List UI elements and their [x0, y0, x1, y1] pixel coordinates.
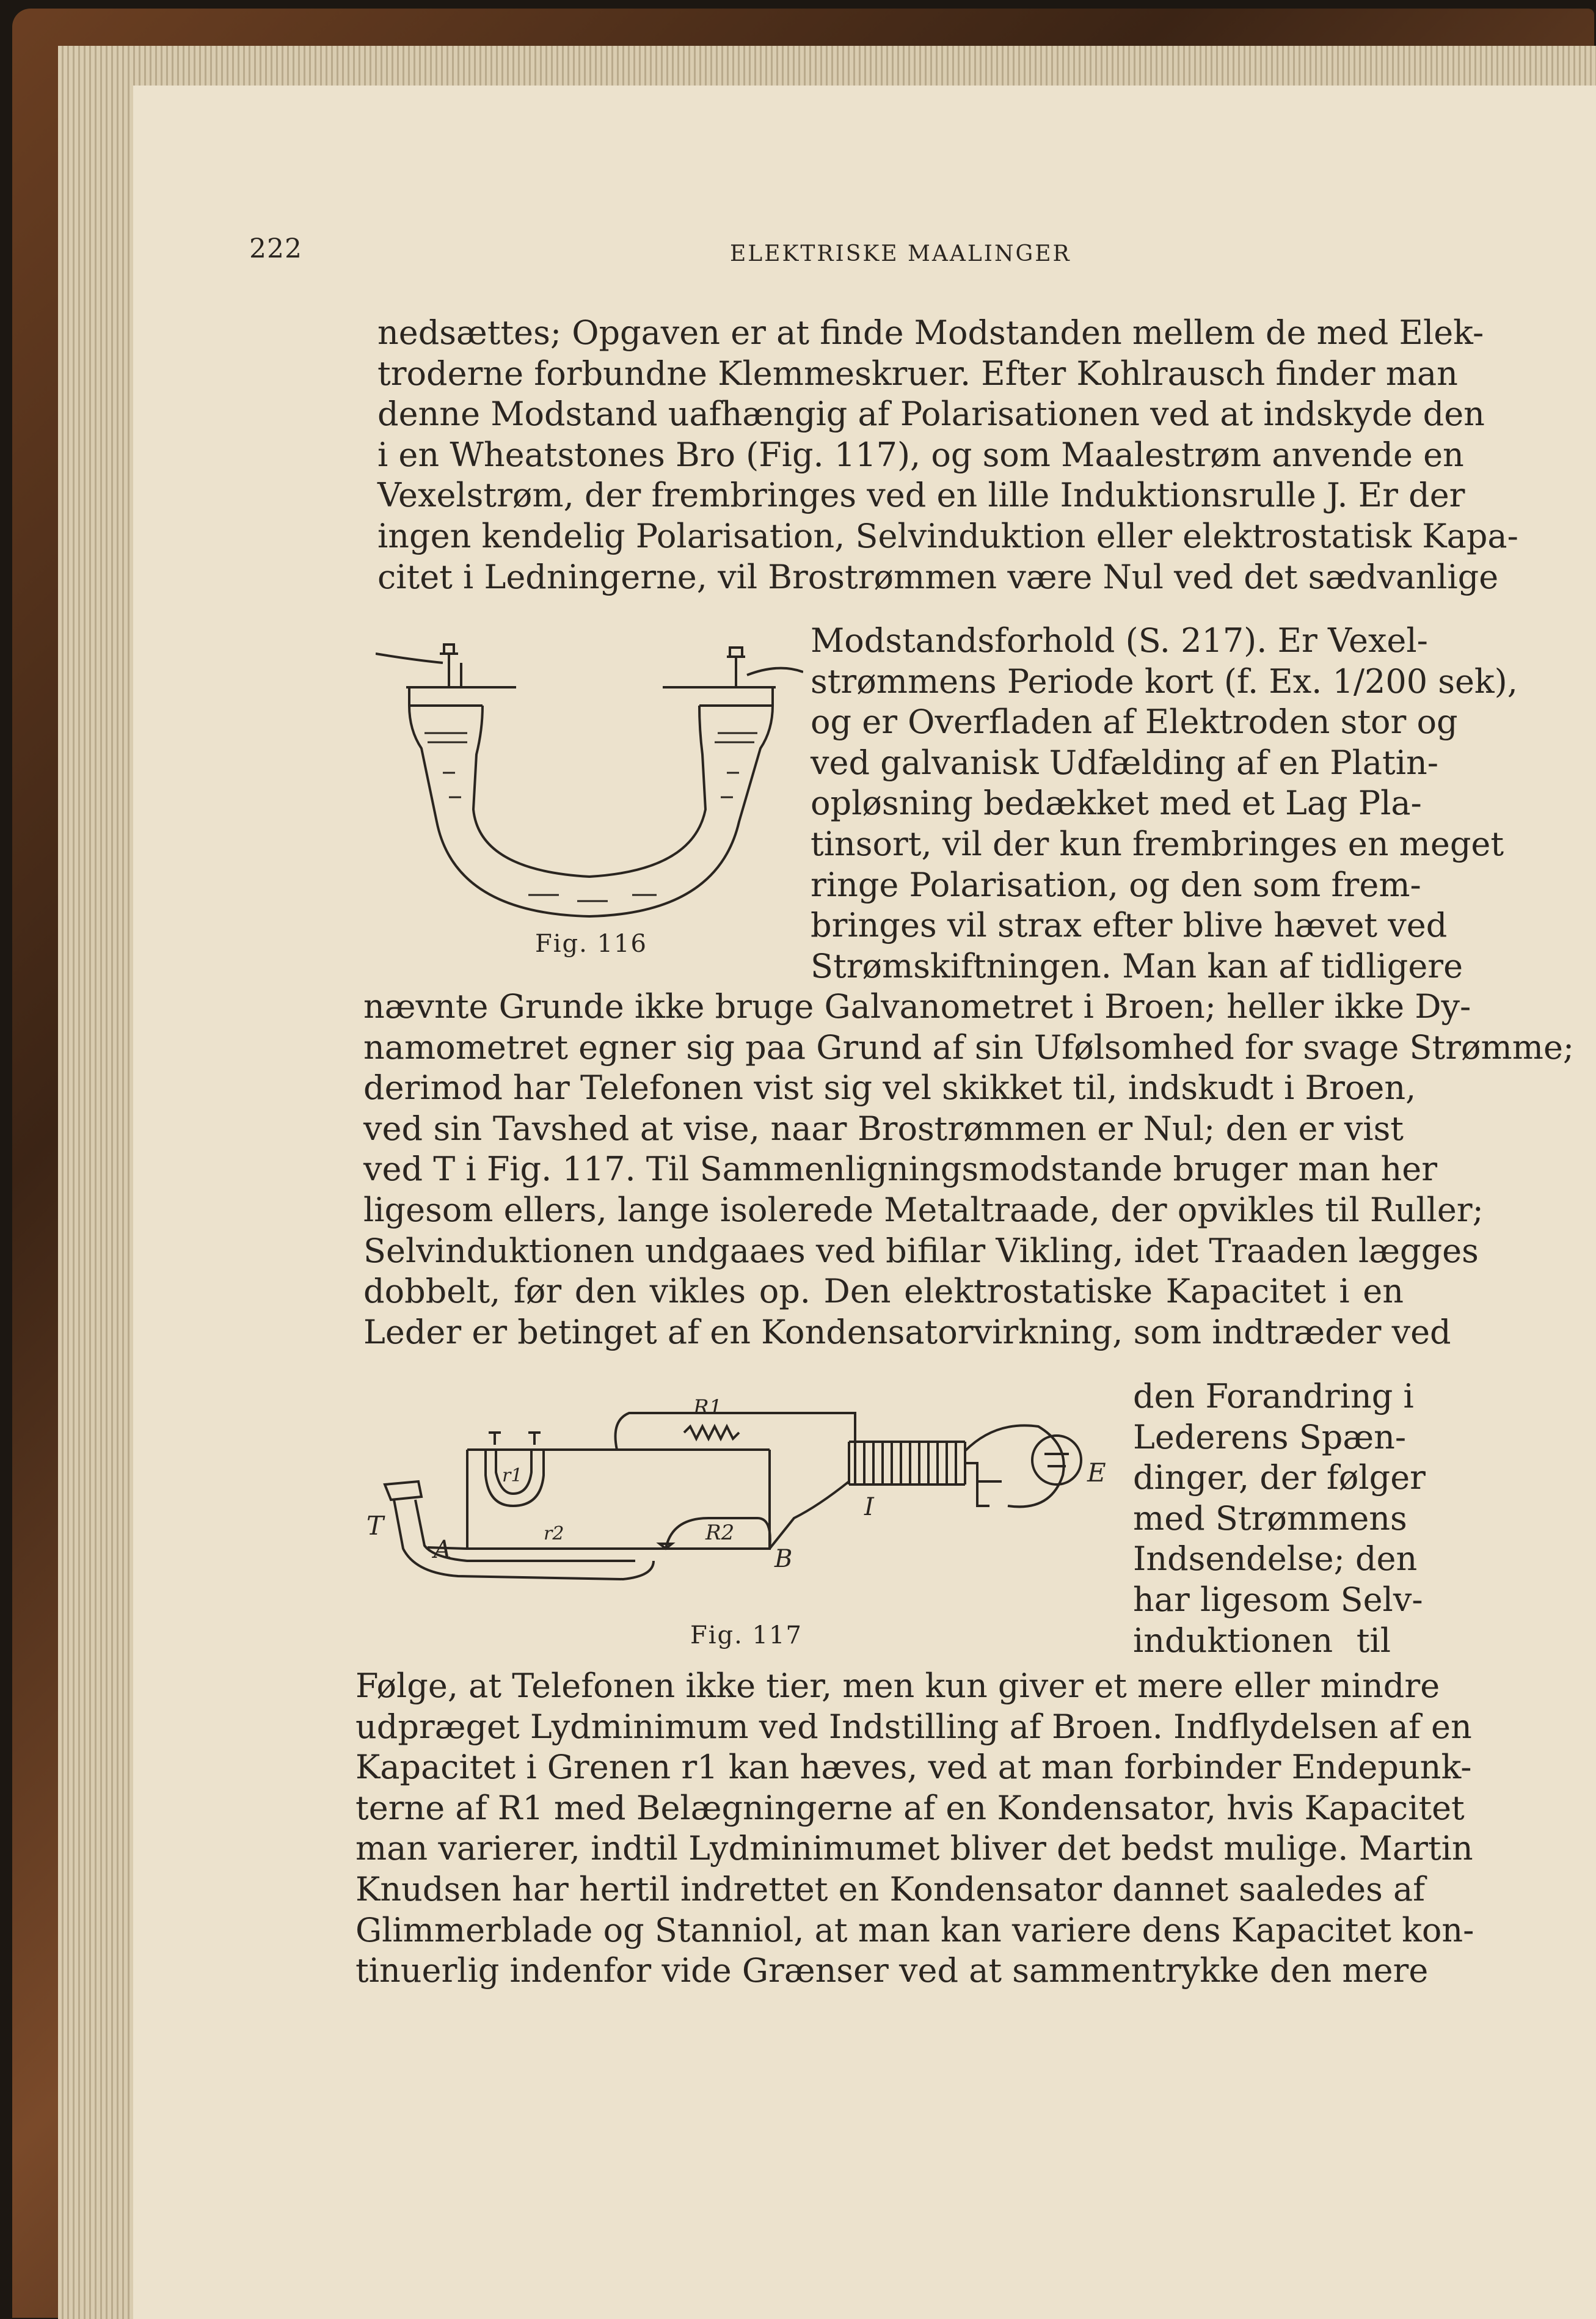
text-line: bringes vil strax efter blive hævet ved: [811, 906, 1448, 945]
text-line: strømmens Periode kort (f. Ex. 1/200 sek),: [811, 662, 1518, 701]
text-line: induktionen til: [1133, 1621, 1391, 1660]
text-line: Glimmerblade og Stanniol, at man kan variere dens Kapacitet kon-: [355, 1910, 1474, 1949]
label-r2: r2: [544, 1523, 564, 1544]
text-line: Vexelstrøm, der frembringes ved en lille Induktionsrulle J. Er der: [377, 476, 1465, 515]
text-line: ingen kendelig Polarisation, Selvinduktion eller elektrostatisk Kapa-: [377, 516, 1518, 555]
text-line: ved galvanisk Udfælding af en Platin-: [811, 743, 1439, 782]
text-line: terne af R1 med Belægningerne af en Kondensator, hvis Kapacitet: [355, 1788, 1465, 1827]
text-line: ved T i Fig. 117. Til Sammenligningsmodstande bruger man her: [363, 1150, 1438, 1189]
text-line: Strømskiftningen. Man kan af tidligere: [811, 946, 1463, 985]
text-line: dinger, der følger: [1133, 1458, 1426, 1497]
text-line: den Forandring i: [1133, 1377, 1414, 1415]
text-line: Indsendelse; den: [1133, 1539, 1418, 1579]
text-block-top: [377, 313, 1518, 597]
text-line: Følge, at Telefonen ikke tier, men kun giver et mere eller mindre: [355, 1667, 1440, 1705]
text-line: og er Overfladen af Elektroden stor og: [811, 703, 1458, 742]
label-R2: R2: [705, 1521, 735, 1545]
label-A: A: [434, 1536, 451, 1564]
text-line: med Strømmens: [1133, 1499, 1407, 1538]
text-block-middle: [363, 987, 1575, 1353]
page-number: 222: [249, 233, 302, 265]
text-line: Kapacitet i Grenen r1 kan hæves, ved at man forbinder Endepunk-: [355, 1748, 1472, 1787]
text-line: ringe Polarisation, og den som frem-: [811, 865, 1421, 904]
figure-116-u-tube: [376, 626, 803, 926]
figure-117-bridge-circuit: [366, 1384, 1130, 1628]
label-B: B: [774, 1545, 793, 1573]
text-line: ligesom ellers, lange isolerede Metaltraade, der opvikles til Ruller;: [363, 1190, 1484, 1229]
text-line: har ligesom Selv-: [1133, 1580, 1423, 1619]
text-block-beside-fig116: [811, 621, 1518, 987]
figure-117-caption: Fig. 117: [690, 1621, 803, 1649]
text-line: citet i Ledningerne, vil Brostrømmen være Nul ved det sædvanlige: [377, 557, 1499, 596]
text-line: ved sin Tavshed at vise, naar Brostrømmen er Nul; den er vist: [363, 1109, 1404, 1148]
text-line: troderne forbundne Klemmeskruer. Efter Kohlrausch finder man: [377, 354, 1458, 393]
text-line: man varierer, indtil Lydminimumet bliver det bedst mulige. Martin: [355, 1829, 1473, 1868]
text-line: Knudsen har hertil indrettet en Kondensator dannet saaledes af: [355, 1869, 1426, 1908]
text-line: Modstandsforhold (S. 217). Er Vexel-: [811, 621, 1428, 660]
text-line: nævnte Grunde ikke bruge Galvanometret i Broen; heller ikke Dy-: [363, 987, 1471, 1026]
text-line: derimod har Telefonen vist sig vel skikket til, indskudt i Broen,: [363, 1068, 1416, 1108]
text-line: opløsning bedækket med et Lag Pla-: [811, 784, 1422, 823]
running-title: ELEKTRISKE MAALINGER: [730, 241, 1071, 266]
text-line: denne Modstand uafhængig af Polarisationen ved at indskyde den: [377, 395, 1485, 434]
label-T: T: [366, 1511, 384, 1541]
text-line: tinuerlig indenfor vide Grænser ved at sammentrykke den mere: [355, 1951, 1429, 1990]
label-r1: r1: [502, 1465, 523, 1486]
text-line: i en Wheatstones Bro (Fig. 117), og som Maalestrøm anvende en: [377, 435, 1464, 474]
text-line: nedsættes; Opgaven er at finde Modstanden mellem de med Elek-: [377, 313, 1484, 352]
label-E: E: [1087, 1458, 1106, 1488]
text-line: tinsort, vil der kun frembringes en meget: [811, 824, 1504, 863]
text-line: udpræget Lydminimum ved Indstilling af Broen. Indflydelsen af en: [355, 1707, 1472, 1746]
label-I: I: [864, 1493, 874, 1521]
text-line: Lederens Spæn-: [1133, 1417, 1407, 1456]
text-block-beside-fig117: [1133, 1376, 1426, 1661]
text-block-bottom: [355, 1666, 1474, 1992]
text-line: namometret egner sig paa Grund af sin Ufølsomhed for svage Strømme;: [363, 1028, 1575, 1067]
text-line: Leder er betinget af en Kondensatorvirkning, som indtræder ved: [363, 1312, 1451, 1351]
text-line: Selvinduktionen undgaaes ved bifilar Vikling, idet Traaden lægges: [363, 1231, 1479, 1270]
text-line: dobbelt, før den vikles op. Den elektrostatiske Kapacitet i en: [363, 1272, 1404, 1311]
figure-116-caption: Fig. 116: [535, 930, 647, 958]
label-R1: R1: [693, 1395, 723, 1420]
